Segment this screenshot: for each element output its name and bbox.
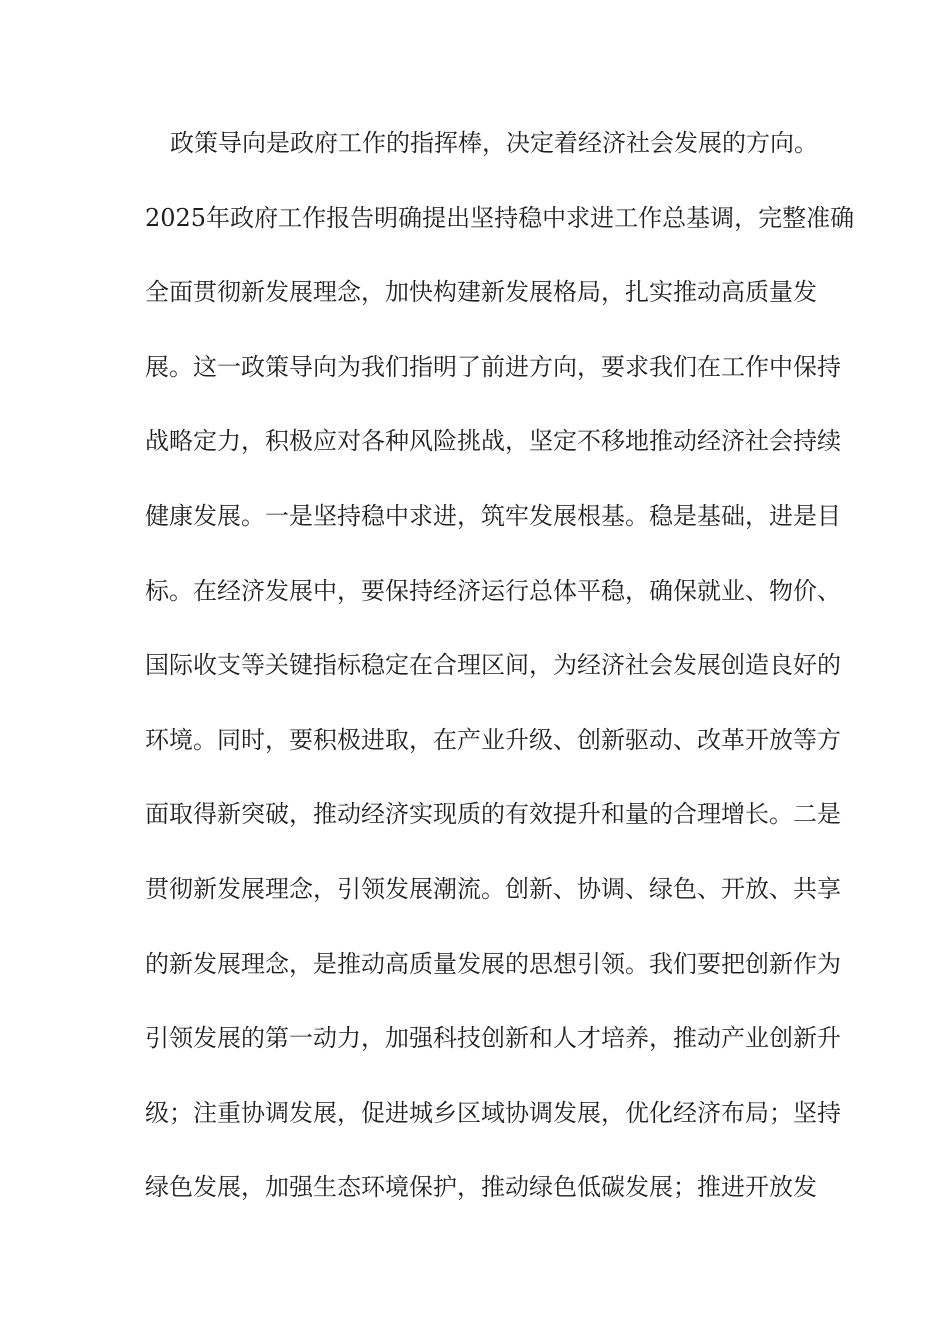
body-paragraph	[145, 106, 855, 1225]
text-line: 2025年政府工作报告明确提出坚持稳中求进工作总基调，完整准确	[145, 203, 855, 232]
text-line: 国际收支等关键指标稳定在合理区间，为经济社会发展创造良好的	[145, 651, 841, 680]
text-line: 绿色发展，加强生态环境保护，推动绿色低碳发展；推进开放发	[145, 1173, 817, 1202]
text-line: 面取得新突破，推动经济实现质的有效提升和量的合理增长。二是	[145, 800, 841, 829]
text-line: 的新发展理念，是推动高质量发展的思想引领。我们要把创新作为	[145, 949, 841, 978]
text-line: 贯彻新发展理念，引领发展潮流。创新、协调、绿色、开放、共享	[145, 874, 841, 903]
text-line: 全面贯彻新发展理念，加快构建新发展格局，扎实推动高质量发	[145, 278, 817, 307]
text-line: 环境。同时，要积极进取，在产业升级、创新驱动、改革开放等方	[145, 725, 841, 754]
text-line: 政策导向是政府工作的指挥棒，决定着经济社会发展的方向。	[170, 129, 818, 157]
text-line: 战略定力，积极应对各种风险挑战，坚定不移地推动经济社会持续	[145, 427, 841, 456]
text-line: 健康发展。一是坚持稳中求进，筑牢发展根基。稳是基础，进是目	[145, 501, 841, 530]
text-line: 引领发展的第一动力，加强科技创新和人才培养，推动产业创新升	[145, 1024, 841, 1053]
text-line: 展。这一政策导向为我们指明了前进方向，要求我们在工作中保持	[145, 352, 841, 381]
text-line: 标。在经济发展中，要保持经济运行总体平稳，确保就业、物价、	[145, 576, 841, 605]
text-line: 级；注重协调发展，促进城乡区域协调发展，优化经济布局；坚持	[145, 1098, 841, 1127]
